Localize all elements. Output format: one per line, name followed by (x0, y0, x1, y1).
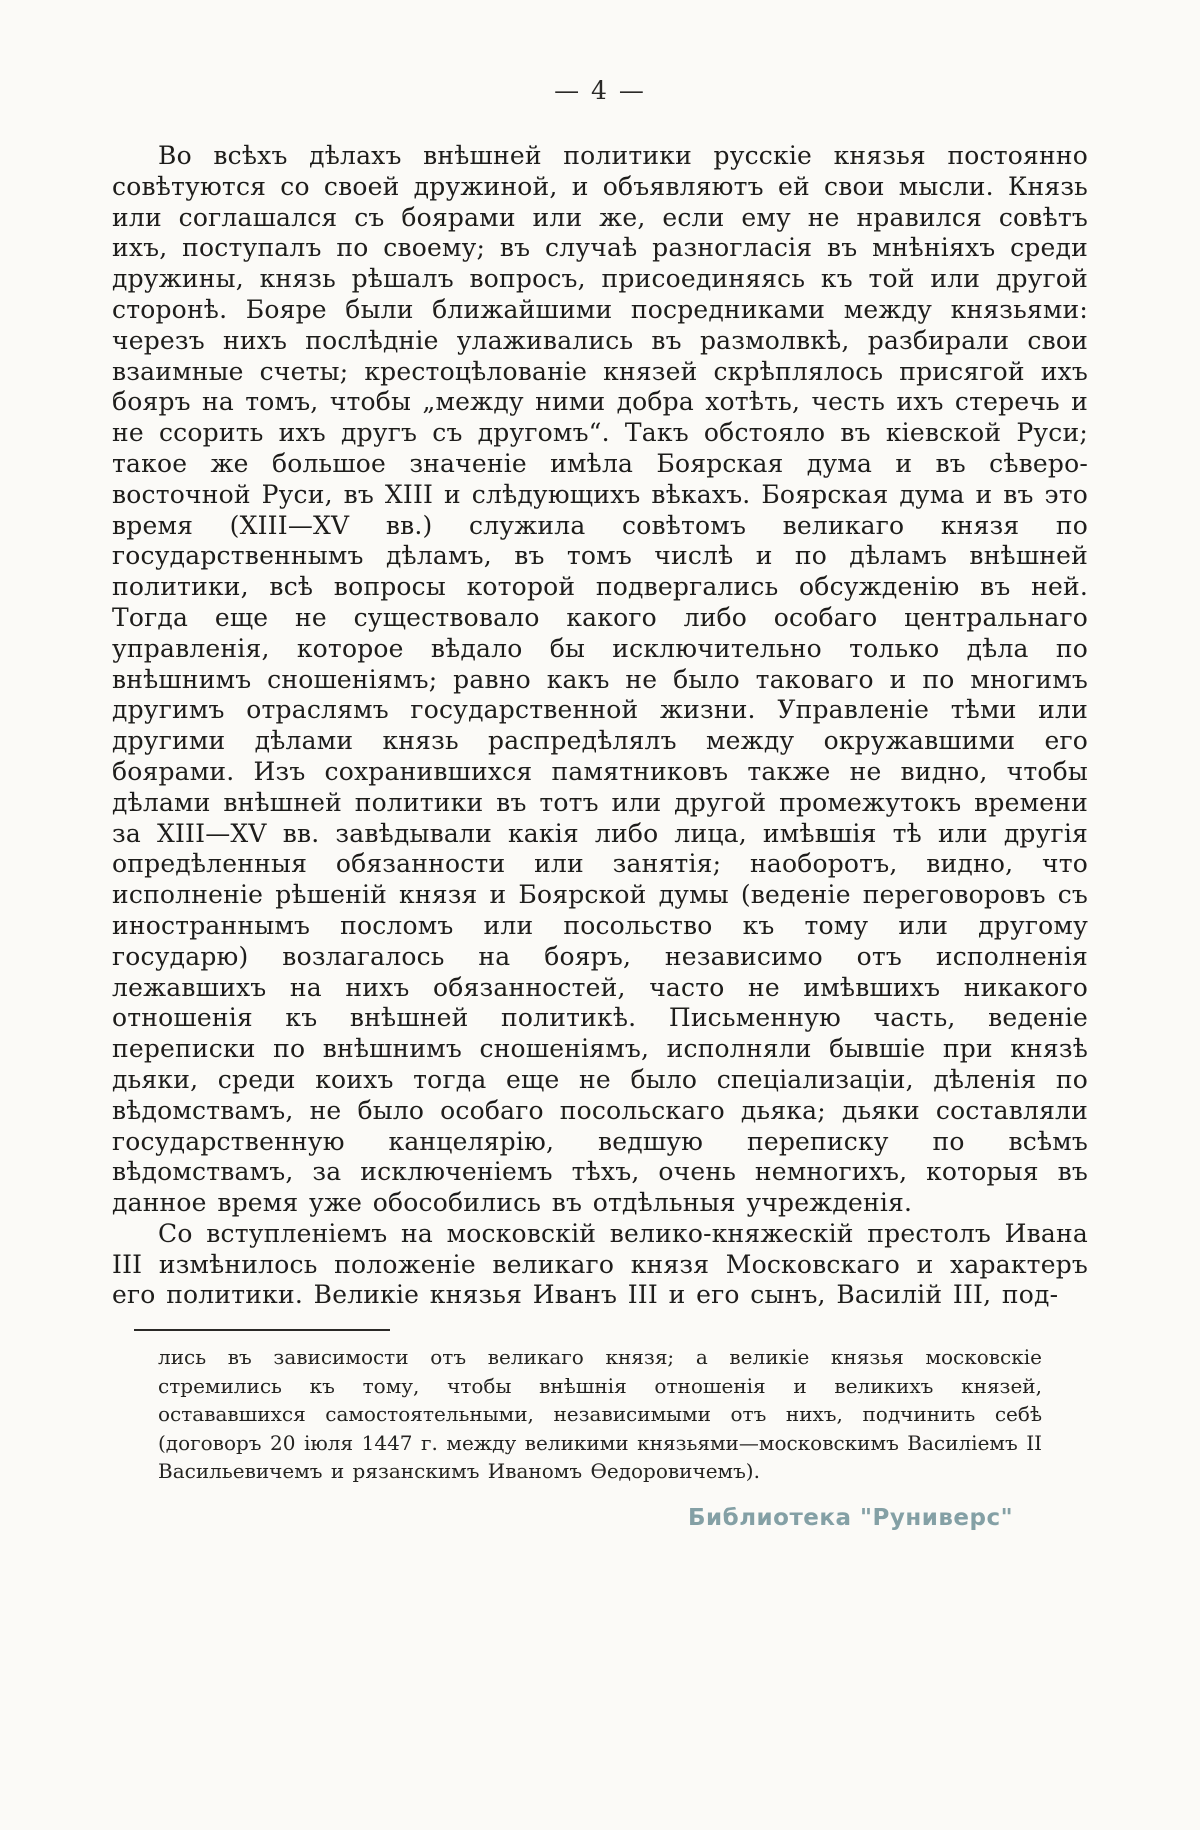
paragraph-2: Со вступленіемъ на московскій велико-княжескій престолъ Ивана III измѣнилось положеніе великаго князя Московскаго и характеръ его политики. Великіе князья Иванъ III и его сынъ, Василій III, под- (112, 1218, 1088, 1310)
page-number: — 4 — (554, 76, 646, 105)
footnote-block (112, 1329, 1088, 1486)
library-watermark: Библиотека "Руниверс" (688, 1505, 1014, 1531)
footnote-separator-rule (134, 1329, 390, 1331)
paragraph-1: Во всѣхъ дѣлахъ внѣшней политики русскіе князья постоянно совѣтуются со своей дружиной, и объявляютъ ей свои мысли. Князь или соглашался съ боярами или же, если ему не нравился совѣтъ ихъ, поступалъ по своему; въ случаѣ разногласія въ мнѣніяхъ среди дружины, князь рѣшалъ вопросъ, присоединяясь къ той или другой сторонѣ. Бояре были ближайшими посредниками между князьями: черезъ нихъ послѣдніе улаживались въ размолвкѣ, разбирали свои взаимные счеты; крестоцѣлованіе князей скрѣплялось присягой ихъ бояръ на томъ, чтобы „между ними добра хотѣть, честь ихъ стеречь и не ссорить ихъ другъ съ другомъ“. Такъ обстояло въ кіевской Руси; такое же большое значеніе имѣла Боярская дума и въ сѣверо-восточной Руси, въ XIII и слѣдующихъ вѣкахъ. Боярская дума и въ это время (XIII—XV вв.) служила совѣтомъ великаго князя по государственнымъ дѣламъ, въ томъ числѣ и по дѣламъ внѣшней политики, всѣ вопросы которой подвергались обсужденію въ ней. Тогда еще не существовало какого либо особаго центральнаго управленія, которое вѣдало бы исключительно только дѣла по внѣшнимъ сношеніямъ; равно какъ не было таковаго и по многимъ другимъ отраслямъ государственной жизни. Управленіе тѣми или другими дѣлами князь распредѣлялъ между окружавшими его боярами. Изъ сохранившихся памятниковъ также не видно, чтобы дѣлами внѣшней политики въ тотъ или другой промежутокъ времени за XIII—XV вв. завѣдывали какія либо лица, имѣвшія тѣ или другія опредѣленныя обязанности или занятія; наоборотъ, видно, что исполненіе рѣшеній князя и Боярской думы (веденіе переговоровъ съ иностраннымъ посломъ или посольство къ тому или другому государю) возлагалось на бояръ, независимо отъ исполненія лежавшихъ на нихъ обязанностей, часто не имѣвшихъ никакого отношенія къ внѣшней политикѣ. Письменную часть, веденіе переписки по внѣшнимъ сношеніямъ, исполняли бывшіе при князѣ дьяки, среди коихъ тогда еще не было спеціализаціи, дѣленія по вѣдомствамъ, не было особаго посольскаго дьяка; дьяки составляли государственную канцелярію, ведшую переписку по всѣмъ вѣдомствамъ, за исключеніемъ тѣхъ, очень немногихъ, которыя въ данное время уже обособились въ отдѣльныя учрежденія. (112, 141, 1088, 1218)
footnote-text: лись въ зависимости отъ великаго князя; а великіе князья московскіе стремились къ тому, чтобы внѣшнія отношенія и великихъ князей, остававшихся самостоятельными, независимыми отъ нихъ, подчинить себѣ (договоръ 20 іюля 1447 г. между великими князьями—московскимъ Василіемъ II Васильевичемъ и рязанскимъ Иваномъ Ѳедоровичемъ). (158, 1345, 1042, 1484)
body-text (112, 141, 1088, 1311)
